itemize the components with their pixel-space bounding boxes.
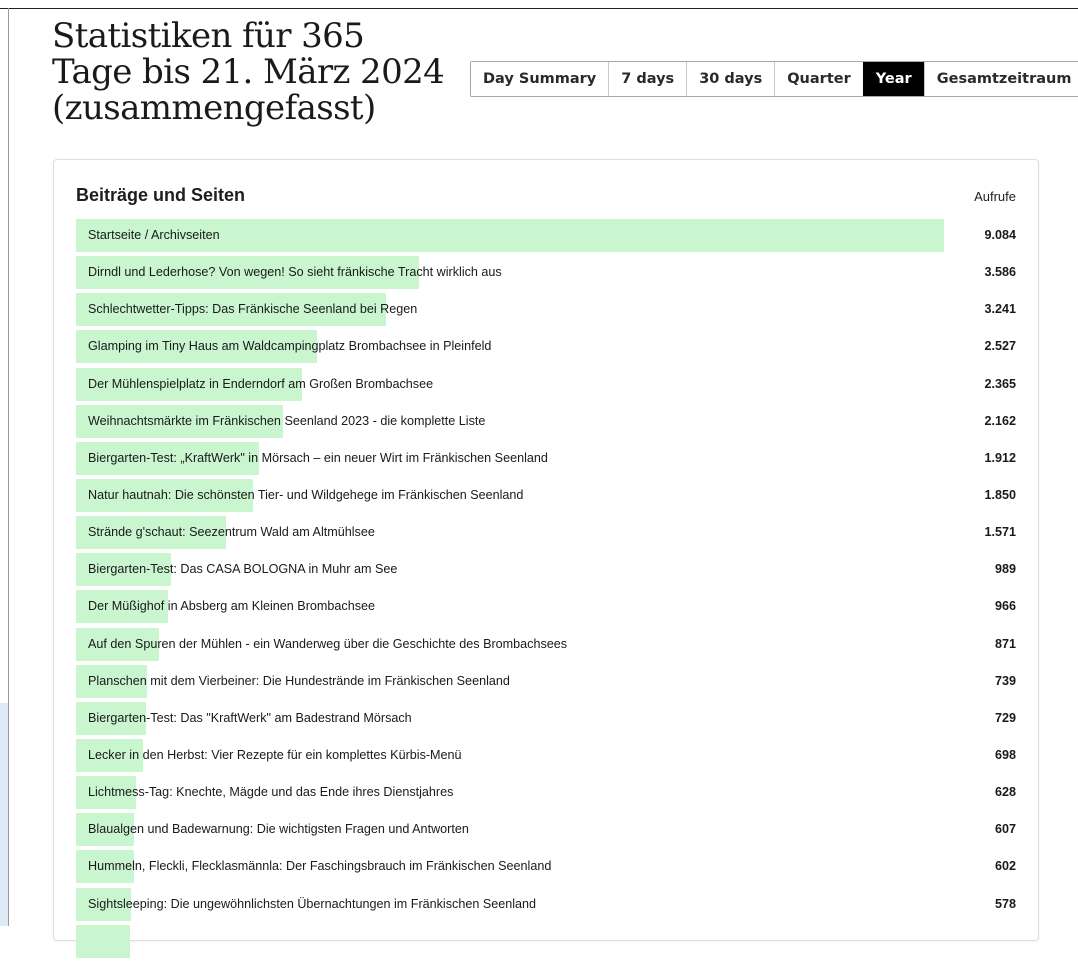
post-title-link[interactable]: Auf den Spuren der Mühlen - ein Wanderweg über die Geschichte des Brombachsees [88,636,568,651]
post-views-value: 9.084 [984,228,1016,242]
post-views-value: 989 [994,562,1016,577]
page-title-line-2: Tage bis 21. März 2024 [52,52,445,92]
post-views-value: 602 [994,859,1016,874]
post-row [76,368,1016,401]
tab-quarter[interactable]: Quarter [774,62,863,96]
post-row [76,256,1016,289]
posts-and-pages-card [53,159,1039,941]
post-row [76,219,1016,252]
left-accent-panel [0,703,8,926]
post-title-link[interactable]: Weihnachtsmärkte im Fränkischen Seenland 2023 - die komplette Liste [88,413,486,428]
page-title-line-3: (zusammengefasst) [52,88,376,128]
post-views-value: 2.365 [984,376,1016,391]
post-title-link[interactable]: Dirndl und Lederhose? Von wegen! So sieht fränkische Tracht wirklich aus [88,265,502,280]
post-row [76,330,1016,363]
post-title-link[interactable]: Biergarten-Test: Das CASA BOLOGNA in Muhr am See [88,562,398,577]
post-row [76,479,1016,512]
date-range-tabs [470,61,1078,97]
page-title-line-1: Statistiken für 365 [52,16,365,56]
post-views-value: 607 [994,822,1016,837]
post-title-link[interactable]: Sightsleeping: Die ungewöhnlichsten Übernachtungen im Fränkischen Seenland [88,896,537,911]
post-title-link[interactable]: Biergarten-Test: Das "KraftWerk" am Badestrand Mörsach [88,710,412,725]
post-views-value: 698 [994,747,1016,762]
card-title: Beiträge und Seiten [76,185,246,205]
post-row [76,776,1016,809]
post-row [76,925,1016,958]
post-row [76,628,1016,661]
post-views-value: 578 [994,896,1016,911]
post-title-link[interactable]: Hummeln, Fleckli, Flecklasmännla: Der Faschingsbrauch im Fränkischen Seenland [88,859,552,874]
post-title-link[interactable]: Startseite / Archivseiten [88,228,220,242]
views-column-header: Aufrufe [974,189,1016,204]
tab-day-summary[interactable]: Day Summary [471,62,608,96]
post-views-value: 1.912 [984,450,1016,465]
posts-list [76,219,1016,962]
post-row [76,888,1016,921]
post-title-link[interactable]: Planschen mit dem Vierbeiner: Die Hundestrände im Fränkischen Seenland [88,673,510,688]
post-views-value: 871 [994,636,1016,651]
post-title-link[interactable]: Glamping im Tiny Haus am Waldcampingplatz Brombachsee in Pleinfeld [88,339,492,354]
post-views-value: 1.571 [984,525,1016,540]
post-row [76,442,1016,475]
post-title-link[interactable]: Lichtmess-Tag: Knechte, Mägde und das Ende ihres Dienstjahres [88,785,454,800]
tab-year[interactable]: Year [863,62,924,96]
post-row [76,590,1016,623]
post-title-link[interactable]: Natur hautnah: Die schönsten Tier- und Wildgehege im Fränkischen Seenland [88,487,524,502]
post-title-link[interactable]: Blaualgen und Badewarnung: Die wichtigsten Fragen und Antworten [88,822,469,837]
post-row [76,702,1016,735]
post-views-value: 966 [994,599,1016,614]
frame-left-border [8,8,9,926]
post-row [76,665,1016,698]
tab-7-days[interactable]: 7 days [608,62,686,96]
post-row [76,553,1016,586]
post-title-link[interactable]: Schlechtwetter-Tipps: Das Fränkische Seenland bei Regen [88,302,418,317]
post-title-link[interactable]: Der Mühlenspielplatz in Enderndorf am Großen Brombachsee [88,376,434,391]
post-title-link[interactable]: Strände g'schaut: Seezentrum Wald am Altmühlsee [88,525,375,540]
tab-30-days[interactable]: 30 days [686,62,774,96]
post-views-value: 3.586 [984,265,1016,280]
post-row [76,850,1016,883]
post-row [76,293,1016,326]
post-views-value: 2.527 [984,339,1016,354]
post-row [76,739,1016,772]
post-row [76,813,1016,846]
post-views-value: 729 [994,710,1016,725]
post-views-value: 739 [994,673,1016,688]
post-title-link[interactable]: Biergarten-Test: „KraftWerk" in Mörsach – ein neuer Wirt im Fränkischen Seenland [88,450,548,465]
post-row [76,405,1016,438]
post-views-value: 1.850 [984,487,1016,502]
page-title [52,18,452,126]
post-title-link[interactable]: Der Müßighof in Absberg am Kleinen Brombachsee [88,599,376,614]
tab-all-time[interactable]: Gesamtzeitraum [924,62,1078,96]
frame-top-border [0,8,1078,9]
post-views-value: 2.162 [984,413,1016,428]
post-row [76,516,1016,549]
post-views-value: 628 [994,785,1016,800]
views-bar [76,925,130,958]
post-title-link[interactable]: Lecker in den Herbst: Vier Rezepte für ein komplettes Kürbis-Menü [88,747,462,762]
post-views-value: 3.241 [984,302,1016,317]
